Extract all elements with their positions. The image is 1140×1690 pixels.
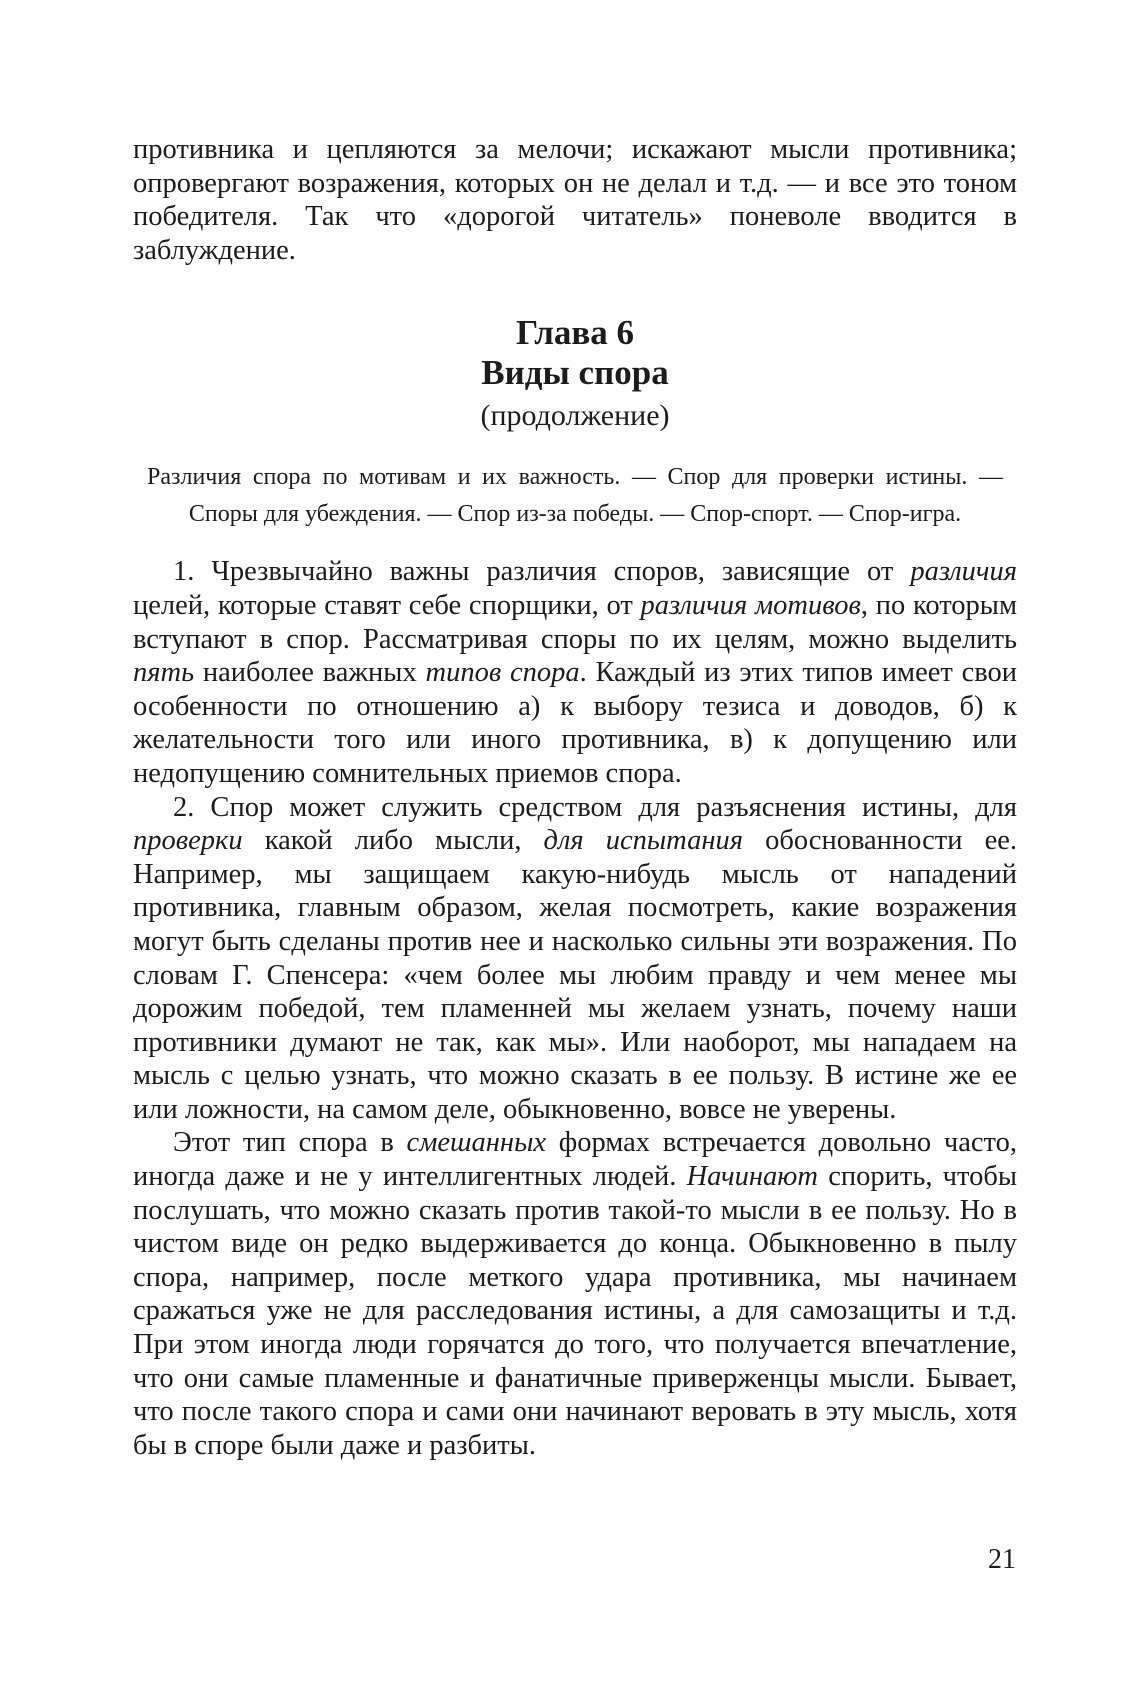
chapter-subtitle: (продолжение)	[480, 399, 670, 433]
page-number: 21	[988, 1544, 1016, 1575]
paragraph-1	[133, 555, 1017, 790]
p3-italic-d: Начинают	[686, 1161, 818, 1193]
p1-text-a: 1. Чрезвычайно важны различия споров, зависящие от	[173, 556, 911, 588]
p1-text-e: , по которым вступают в спор. Рассматривая споры по их целям, можно выделить	[133, 589, 1017, 655]
paragraph-2	[133, 791, 1017, 1127]
chapter-summary: Различия спора по мотивам и их важность. — Спор для проверки истины. — Споры для убеждения. — Спор из-за победы. — Спор-спорт. — Спор-игра.	[147, 464, 1003, 528]
intro-paragraph: противника и цепляются за мелочи; искажают мысли противника; опровергают возражения, которых он не делал и т.д. — и все это тоном победителя. Так что «дорогой читатель» поневоле вводится в заблуждение.	[133, 134, 1017, 266]
p3-text-e: спорить, чтобы послушать, что можно сказать против такой-то мысли в ее пользу. Но в чистом виде он редко выдерживается до конца. Обыкновенно в пылу спора, например, после меткого удара противника, мы начинаем сражаться уже не для расследования истины, а для самозащиты и т.д. При этом иногда люди горячатся до того, что получается впечатление, что они самые пламенные и фанатичные приверженцы мысли. Бывает, что после такого спора и сами они начинают веровать в эту мысль, хотя бы в споре были даже и разбиты.	[133, 1161, 1017, 1461]
page-content	[133, 133, 1017, 1462]
p1-italic-b: различия	[910, 556, 1017, 588]
p1-text-c: целей, которые ставят себе спорщики, от	[133, 589, 641, 621]
p3-text-c: формах встречается довольно часто, иногда даже и не у интеллигентных людей.	[133, 1127, 1017, 1193]
p1-italic-f: пять	[133, 657, 195, 689]
p3-text-a: Этот тип спора в	[173, 1127, 407, 1159]
p2-text-e: обоснованности ее. Например, мы защищаем какую-нибудь мысль от нападений противника, главным образом, желая посмотреть, какие возражения могут быть сделаны против нее и насколько сильны эти возражения. По словам Г. Спенсера: «чем более мы любим правду и чем менее мы дорожим победой, тем пламенней мы желаем узнать, почему наши противники думают не так, как мы». Или наоборот, мы нападаем на мысль с целью узнать, что можно сказать в ее пользу. В истине же ее или ложности, на самом деле, обыкновенно, вовсе не уверены.	[133, 825, 1017, 1125]
p2-italic-b: проверки	[133, 825, 243, 857]
paragraph-3	[133, 1126, 1017, 1462]
p1-text-i: . Каждый из этих типов имеет свои особенности по отношению а) к выбору тезиса и доводов, б) к желательности того или иного противника, в) к допущению или недопущению сомнительных приемов спора.	[133, 657, 1018, 789]
p2-text-c: какой либо мысли,	[242, 825, 544, 857]
p2-text-a: 2. Спор может служить средством для разъяснения истины, для	[173, 791, 1017, 823]
p1-text-g: наиболее важных	[194, 657, 426, 689]
chapter-number: Глава 6	[515, 313, 635, 353]
chapter-title: Виды спора	[481, 353, 669, 393]
p2-italic-d: для испытания	[543, 825, 743, 857]
p1-italic-d: различия мотивов	[640, 589, 861, 621]
p3-italic-b: смешанных	[406, 1127, 547, 1159]
p1-italic-h: типов спора	[425, 657, 580, 689]
